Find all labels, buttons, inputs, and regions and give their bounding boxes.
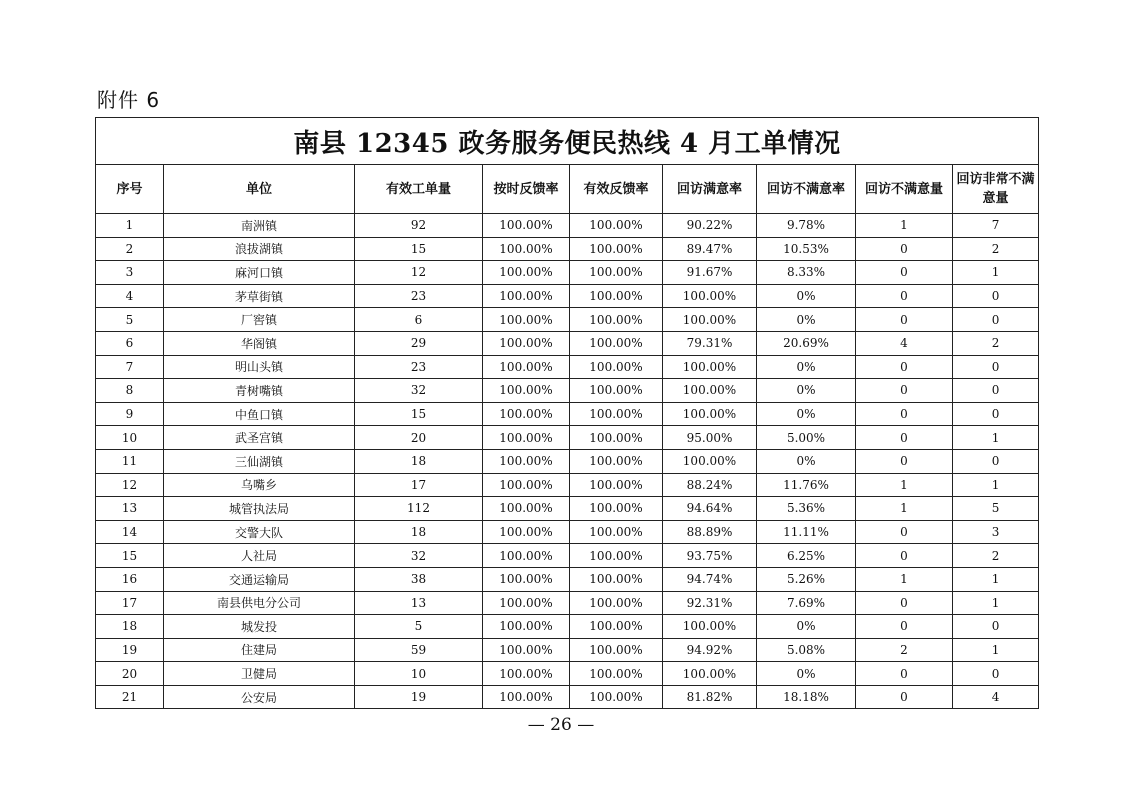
work-order-table <box>95 117 1039 709</box>
table-row <box>96 615 1039 639</box>
cell-valid-feedback-rate: 100.00% <box>570 284 663 308</box>
cell-index: 19 <box>96 638 164 662</box>
cell-dissatisfaction-rate: 11.11% <box>757 520 856 544</box>
table-row <box>96 261 1039 285</box>
cell-dissatisfaction-rate: 0% <box>757 449 856 473</box>
cell-valid-orders: 92 <box>355 214 483 238</box>
column-header-valid-feedback-rate: 有效反馈率 <box>570 165 663 214</box>
cell-valid-orders: 18 <box>355 449 483 473</box>
table-row <box>96 449 1039 473</box>
cell-index: 11 <box>96 449 164 473</box>
table-row <box>96 214 1039 238</box>
cell-valid-feedback-rate: 100.00% <box>570 449 663 473</box>
cell-valid-feedback-rate: 100.00% <box>570 567 663 591</box>
table-row <box>96 567 1039 591</box>
cell-satisfaction-rate: 95.00% <box>663 426 757 450</box>
cell-valid-feedback-rate: 100.00% <box>570 261 663 285</box>
cell-ontime-feedback-rate: 100.00% <box>483 685 570 709</box>
cell-valid-orders: 23 <box>355 284 483 308</box>
cell-valid-feedback-rate: 100.00% <box>570 638 663 662</box>
cell-valid-feedback-rate: 100.00% <box>570 497 663 521</box>
cell-unit: 武圣宫镇 <box>164 426 355 450</box>
cell-unit: 华阁镇 <box>164 331 355 355</box>
cell-satisfaction-rate: 88.24% <box>663 473 757 497</box>
cell-dissatisfaction-rate: 11.76% <box>757 473 856 497</box>
cell-satisfaction-rate: 100.00% <box>663 662 757 686</box>
table-row <box>96 308 1039 332</box>
cell-dissatisfaction-rate: 0% <box>757 662 856 686</box>
table-row <box>96 638 1039 662</box>
cell-satisfaction-rate: 100.00% <box>663 379 757 403</box>
cell-satisfaction-rate: 100.00% <box>663 615 757 639</box>
cell-ontime-feedback-rate: 100.00% <box>483 473 570 497</box>
cell-index: 18 <box>96 615 164 639</box>
table-body <box>96 214 1039 709</box>
cell-dissatisfied-count: 0 <box>856 591 953 615</box>
cell-valid-orders: 17 <box>355 473 483 497</box>
cell-index: 4 <box>96 284 164 308</box>
cell-index: 9 <box>96 402 164 426</box>
cell-index: 20 <box>96 662 164 686</box>
cell-satisfaction-rate: 81.82% <box>663 685 757 709</box>
cell-unit: 住建局 <box>164 638 355 662</box>
cell-index: 7 <box>96 355 164 379</box>
cell-dissatisfaction-rate: 0% <box>757 284 856 308</box>
cell-satisfaction-rate: 90.22% <box>663 214 757 238</box>
table-header-row <box>96 165 1039 214</box>
cell-valid-orders: 32 <box>355 544 483 568</box>
attachment-label: 附件 6 <box>97 88 161 112</box>
cell-dissatisfaction-rate: 5.00% <box>757 426 856 450</box>
cell-very-dissatisfied-count: 1 <box>953 567 1039 591</box>
cell-very-dissatisfied-count: 0 <box>953 662 1039 686</box>
cell-very-dissatisfied-count: 0 <box>953 355 1039 379</box>
cell-unit: 人社局 <box>164 544 355 568</box>
cell-index: 10 <box>96 426 164 450</box>
column-header-valid-orders: 有效工单量 <box>355 165 483 214</box>
cell-very-dissatisfied-count: 1 <box>953 426 1039 450</box>
cell-very-dissatisfied-count: 3 <box>953 520 1039 544</box>
cell-unit: 厂窖镇 <box>164 308 355 332</box>
table-row <box>96 402 1039 426</box>
cell-dissatisfied-count: 0 <box>856 261 953 285</box>
column-header-unit: 单位 <box>164 165 355 214</box>
cell-unit: 交警大队 <box>164 520 355 544</box>
cell-very-dissatisfied-count: 2 <box>953 544 1039 568</box>
cell-valid-feedback-rate: 100.00% <box>570 591 663 615</box>
cell-valid-feedback-rate: 100.00% <box>570 426 663 450</box>
cell-satisfaction-rate: 100.00% <box>663 402 757 426</box>
table-row <box>96 544 1039 568</box>
table-title: 南县 12345 政务服务便民热线 4 月工单情况 <box>96 118 1039 165</box>
cell-ontime-feedback-rate: 100.00% <box>483 284 570 308</box>
cell-index: 14 <box>96 520 164 544</box>
cell-valid-orders: 12 <box>355 261 483 285</box>
cell-dissatisfied-count: 1 <box>856 473 953 497</box>
cell-satisfaction-rate: 89.47% <box>663 237 757 261</box>
cell-dissatisfaction-rate: 18.18% <box>757 685 856 709</box>
cell-valid-orders: 112 <box>355 497 483 521</box>
table-row <box>96 379 1039 403</box>
cell-satisfaction-rate: 100.00% <box>663 449 757 473</box>
cell-unit: 三仙湖镇 <box>164 449 355 473</box>
cell-very-dissatisfied-count: 0 <box>953 308 1039 332</box>
cell-index: 8 <box>96 379 164 403</box>
cell-ontime-feedback-rate: 100.00% <box>483 567 570 591</box>
cell-very-dissatisfied-count: 1 <box>953 638 1039 662</box>
column-header-dissatisfied-count: 回访不满意量 <box>856 165 953 214</box>
cell-dissatisfied-count: 0 <box>856 449 953 473</box>
cell-very-dissatisfied-count: 0 <box>953 402 1039 426</box>
column-header-dissatisfaction-rate: 回访不满意率 <box>757 165 856 214</box>
cell-ontime-feedback-rate: 100.00% <box>483 261 570 285</box>
cell-index: 15 <box>96 544 164 568</box>
cell-dissatisfaction-rate: 6.25% <box>757 544 856 568</box>
cell-index: 16 <box>96 567 164 591</box>
cell-index: 12 <box>96 473 164 497</box>
table-row <box>96 497 1039 521</box>
cell-dissatisfaction-rate: 5.36% <box>757 497 856 521</box>
cell-dissatisfied-count: 0 <box>856 237 953 261</box>
cell-ontime-feedback-rate: 100.00% <box>483 402 570 426</box>
cell-satisfaction-rate: 92.31% <box>663 591 757 615</box>
page-number: — 26 — <box>527 715 595 735</box>
column-header-index: 序号 <box>96 165 164 214</box>
cell-satisfaction-rate: 93.75% <box>663 544 757 568</box>
column-header-satisfaction-rate: 回访满意率 <box>663 165 757 214</box>
cell-index: 17 <box>96 591 164 615</box>
cell-unit: 青树嘴镇 <box>164 379 355 403</box>
cell-valid-orders: 19 <box>355 685 483 709</box>
table-row <box>96 473 1039 497</box>
cell-valid-feedback-rate: 100.00% <box>570 544 663 568</box>
cell-valid-feedback-rate: 100.00% <box>570 615 663 639</box>
cell-unit: 卫健局 <box>164 662 355 686</box>
cell-unit: 城发投 <box>164 615 355 639</box>
cell-unit: 南县供电分公司 <box>164 591 355 615</box>
cell-dissatisfaction-rate: 7.69% <box>757 591 856 615</box>
cell-valid-feedback-rate: 100.00% <box>570 685 663 709</box>
cell-unit: 浪拔湖镇 <box>164 237 355 261</box>
cell-valid-feedback-rate: 100.00% <box>570 402 663 426</box>
cell-index: 5 <box>96 308 164 332</box>
cell-very-dissatisfied-count: 1 <box>953 261 1039 285</box>
cell-valid-orders: 38 <box>355 567 483 591</box>
cell-valid-orders: 59 <box>355 638 483 662</box>
cell-valid-orders: 13 <box>355 591 483 615</box>
cell-dissatisfaction-rate: 0% <box>757 615 856 639</box>
cell-valid-feedback-rate: 100.00% <box>570 379 663 403</box>
cell-dissatisfied-count: 0 <box>856 520 953 544</box>
cell-satisfaction-rate: 100.00% <box>663 355 757 379</box>
column-header-ontime-feedback-rate: 按时反馈率 <box>483 165 570 214</box>
cell-index: 1 <box>96 214 164 238</box>
cell-unit: 茅草街镇 <box>164 284 355 308</box>
cell-ontime-feedback-rate: 100.00% <box>483 308 570 332</box>
cell-valid-feedback-rate: 100.00% <box>570 520 663 544</box>
cell-dissatisfaction-rate: 8.33% <box>757 261 856 285</box>
cell-dissatisfaction-rate: 0% <box>757 355 856 379</box>
cell-valid-orders: 6 <box>355 308 483 332</box>
cell-ontime-feedback-rate: 100.00% <box>483 355 570 379</box>
cell-dissatisfaction-rate: 5.08% <box>757 638 856 662</box>
cell-index: 3 <box>96 261 164 285</box>
cell-index: 6 <box>96 331 164 355</box>
cell-dissatisfied-count: 0 <box>856 685 953 709</box>
cell-dissatisfied-count: 1 <box>856 567 953 591</box>
cell-dissatisfied-count: 1 <box>856 497 953 521</box>
cell-very-dissatisfied-count: 1 <box>953 473 1039 497</box>
cell-ontime-feedback-rate: 100.00% <box>483 591 570 615</box>
cell-dissatisfied-count: 0 <box>856 284 953 308</box>
cell-dissatisfaction-rate: 9.78% <box>757 214 856 238</box>
cell-dissatisfied-count: 0 <box>856 379 953 403</box>
cell-satisfaction-rate: 100.00% <box>663 308 757 332</box>
cell-valid-orders: 23 <box>355 355 483 379</box>
cell-unit: 中鱼口镇 <box>164 402 355 426</box>
cell-ontime-feedback-rate: 100.00% <box>483 237 570 261</box>
cell-valid-feedback-rate: 100.00% <box>570 331 663 355</box>
column-header-very-dissatisfied-count: 回访非常不满意量 <box>953 165 1039 214</box>
cell-valid-orders: 5 <box>355 615 483 639</box>
cell-unit: 乌嘴乡 <box>164 473 355 497</box>
cell-dissatisfaction-rate: 0% <box>757 402 856 426</box>
cell-valid-orders: 18 <box>355 520 483 544</box>
cell-very-dissatisfied-count: 7 <box>953 214 1039 238</box>
cell-very-dissatisfied-count: 0 <box>953 379 1039 403</box>
cell-valid-orders: 32 <box>355 379 483 403</box>
cell-valid-feedback-rate: 100.00% <box>570 214 663 238</box>
cell-ontime-feedback-rate: 100.00% <box>483 615 570 639</box>
cell-satisfaction-rate: 94.64% <box>663 497 757 521</box>
cell-unit: 城管执法局 <box>164 497 355 521</box>
cell-unit: 明山头镇 <box>164 355 355 379</box>
cell-satisfaction-rate: 94.74% <box>663 567 757 591</box>
cell-valid-orders: 29 <box>355 331 483 355</box>
cell-dissatisfaction-rate: 20.69% <box>757 331 856 355</box>
cell-ontime-feedback-rate: 100.00% <box>483 638 570 662</box>
cell-valid-feedback-rate: 100.00% <box>570 355 663 379</box>
cell-very-dissatisfied-count: 0 <box>953 449 1039 473</box>
cell-valid-feedback-rate: 100.00% <box>570 237 663 261</box>
cell-dissatisfied-count: 0 <box>856 426 953 450</box>
cell-very-dissatisfied-count: 0 <box>953 284 1039 308</box>
table-row <box>96 662 1039 686</box>
cell-ontime-feedback-rate: 100.00% <box>483 449 570 473</box>
cell-dissatisfied-count: 2 <box>856 638 953 662</box>
cell-satisfaction-rate: 100.00% <box>663 284 757 308</box>
cell-valid-orders: 15 <box>355 237 483 261</box>
table-row <box>96 284 1039 308</box>
cell-unit: 麻河口镇 <box>164 261 355 285</box>
cell-unit: 交通运输局 <box>164 567 355 591</box>
cell-valid-orders: 15 <box>355 402 483 426</box>
table-row <box>96 591 1039 615</box>
cell-ontime-feedback-rate: 100.00% <box>483 520 570 544</box>
cell-valid-feedback-rate: 100.00% <box>570 308 663 332</box>
cell-dissatisfied-count: 1 <box>856 214 953 238</box>
table-row <box>96 237 1039 261</box>
cell-ontime-feedback-rate: 100.00% <box>483 544 570 568</box>
cell-very-dissatisfied-count: 1 <box>953 591 1039 615</box>
cell-ontime-feedback-rate: 100.00% <box>483 214 570 238</box>
cell-dissatisfied-count: 0 <box>856 355 953 379</box>
cell-dissatisfied-count: 0 <box>856 662 953 686</box>
cell-dissatisfied-count: 0 <box>856 308 953 332</box>
cell-satisfaction-rate: 88.89% <box>663 520 757 544</box>
cell-ontime-feedback-rate: 100.00% <box>483 497 570 521</box>
table-row <box>96 426 1039 450</box>
cell-dissatisfaction-rate: 0% <box>757 379 856 403</box>
cell-valid-orders: 10 <box>355 662 483 686</box>
cell-dissatisfaction-rate: 0% <box>757 308 856 332</box>
cell-very-dissatisfied-count: 5 <box>953 497 1039 521</box>
cell-unit: 南洲镇 <box>164 214 355 238</box>
cell-very-dissatisfied-count: 2 <box>953 237 1039 261</box>
cell-valid-orders: 20 <box>355 426 483 450</box>
cell-ontime-feedback-rate: 100.00% <box>483 662 570 686</box>
cell-dissatisfied-count: 0 <box>856 615 953 639</box>
cell-very-dissatisfied-count: 2 <box>953 331 1039 355</box>
cell-index: 21 <box>96 685 164 709</box>
cell-index: 2 <box>96 237 164 261</box>
cell-ontime-feedback-rate: 100.00% <box>483 426 570 450</box>
cell-dissatisfaction-rate: 10.53% <box>757 237 856 261</box>
cell-dissatisfied-count: 0 <box>856 402 953 426</box>
cell-very-dissatisfied-count: 0 <box>953 615 1039 639</box>
cell-very-dissatisfied-count: 4 <box>953 685 1039 709</box>
cell-unit: 公安局 <box>164 685 355 709</box>
cell-ontime-feedback-rate: 100.00% <box>483 331 570 355</box>
cell-satisfaction-rate: 79.31% <box>663 331 757 355</box>
cell-valid-feedback-rate: 100.00% <box>570 473 663 497</box>
cell-satisfaction-rate: 91.67% <box>663 261 757 285</box>
table-row <box>96 331 1039 355</box>
cell-dissatisfied-count: 0 <box>856 544 953 568</box>
cell-dissatisfied-count: 4 <box>856 331 953 355</box>
cell-satisfaction-rate: 94.92% <box>663 638 757 662</box>
table-row <box>96 520 1039 544</box>
cell-valid-feedback-rate: 100.00% <box>570 662 663 686</box>
table-row <box>96 355 1039 379</box>
cell-dissatisfaction-rate: 5.26% <box>757 567 856 591</box>
cell-index: 13 <box>96 497 164 521</box>
cell-ontime-feedback-rate: 100.00% <box>483 379 570 403</box>
table-row <box>96 685 1039 709</box>
